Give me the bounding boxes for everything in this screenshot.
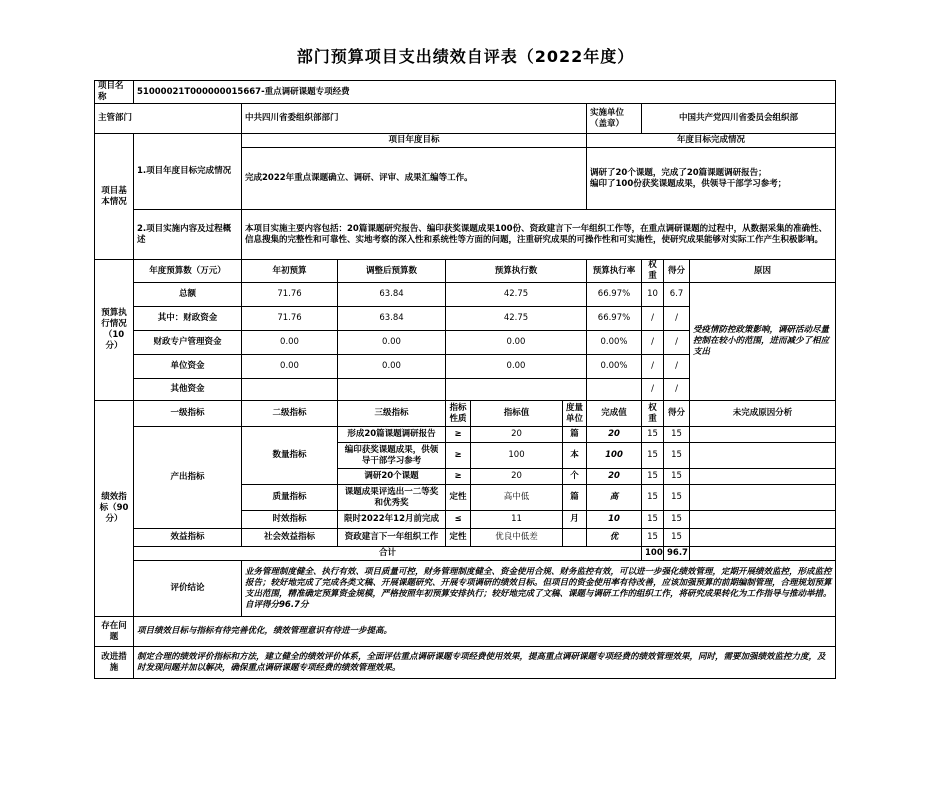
perf-header-0: 一级指标	[134, 401, 242, 427]
budget-row-executed: 42.75	[446, 307, 587, 331]
budget-header-5: 权重	[642, 260, 664, 283]
perf-row-done: 高	[587, 485, 642, 511]
perf-row-weight: 15	[642, 427, 664, 443]
budget-row-initial: 0.00	[242, 331, 338, 355]
budget-row-initial	[242, 379, 338, 401]
perf-row-score: 15	[664, 427, 690, 443]
budget-row-rate: 66.97%	[587, 283, 642, 307]
perf-level2-qty: 数量指标	[242, 427, 338, 485]
perf-row-score: 15	[664, 469, 690, 485]
measures-text: 制定合理的绩效评价指标和方法，建立健全的绩效评价体系，全面评估重点调研课题专项经费使用效果，提高重点调研课题专项经费的绩效管理效果，同时，需要加强绩效监控力度，及时发现问题并加以解决，确保重点调研课题专项经费的绩效管理效果。	[134, 647, 836, 679]
basic-done-line-1: 调研了20个课题，完成了20篇课题调研报告；	[590, 167, 767, 178]
perf-row-nature: ≥	[446, 443, 471, 469]
perf-row-done: 优	[587, 529, 642, 547]
perf-header-6: 完成值	[587, 401, 642, 427]
budget-row-weight: 10	[642, 283, 664, 307]
issues-label: 存在问题	[95, 617, 134, 647]
budget-header-0: 年度预算数（万元）	[134, 260, 242, 283]
budget-row-weight: /	[642, 331, 664, 355]
dept-label: 主管部门	[95, 104, 242, 134]
basic-row2-text: 本项目实施主要内容包括：20篇课题研究报告、编印获奖课题成果100份、资政建言下一年组织工作等，在重点调研课题的过程中，从数据采集的准确性、信息搜集的完整性和可靠性、实地考察的深入性和系统性等方面的问题，注重研究成果的可操作性和可实施性，使研究成果能够对实际工作产生积极影响。	[242, 210, 836, 260]
budget-row-executed	[446, 379, 587, 401]
basic-done-line-2: 编印了100份获奖课题成果，供领导干部学习参考；	[590, 178, 787, 189]
budget-row-adjusted: 0.00	[338, 331, 446, 355]
budget-row-weight: /	[642, 355, 664, 379]
conclusion-text: 业务管理制度健全、执行有效、项目质量可控，财务管理制度健全、资金使用合规、财务监控有效，可以进一步强化绩效管理，定期开展绩效监控，形成监控报告；较好地完成了完成各类文稿、开展课题研究、开展专项调研的绩效目标。但项目的资金使用率有待改善，应该加强预算的前期编制管理，合理规划预算支出范围，精准确定预算资金规模，严格按照年初预算安排执行；较好地完成了文稿、课题与调研工作的组织工作，将研究成果转化为工作指导与推动举措。自评得分96.7分	[242, 561, 836, 617]
budget-row-score: 6.7	[664, 283, 690, 307]
budget-header-3: 预算执行数	[446, 260, 587, 283]
budget-header-7: 原因	[690, 260, 836, 283]
perf-row-score: 15	[664, 529, 690, 547]
budget-row-rate	[587, 379, 642, 401]
budget-header-6: 得分	[664, 260, 690, 283]
perf-row-unit	[563, 529, 587, 547]
perf-row-done: 100	[587, 443, 642, 469]
basic-target-text: 完成2022年重点课题确立、调研、评审、成果汇编等工作。	[242, 148, 587, 210]
budget-row-initial: 71.76	[242, 307, 338, 331]
budget-header-2: 调整后预算数	[338, 260, 446, 283]
perf-row-value: 20	[471, 469, 563, 485]
perf-row-value: 优良中低差	[471, 529, 563, 547]
evaluation-table	[94, 80, 836, 679]
budget-section-label: 预算执行情况（10分）	[95, 260, 134, 401]
budget-row-name: 单位资金	[134, 355, 242, 379]
budget-row-executed: 0.00	[446, 331, 587, 355]
basic-row1-label: 1.项目年度目标完成情况	[134, 134, 242, 210]
perf-row-l3: 形成20篇课题调研报告	[338, 427, 446, 443]
budget-row-initial: 71.76	[242, 283, 338, 307]
budget-row-adjusted: 63.84	[338, 283, 446, 307]
budget-header-4: 预算执行率	[587, 260, 642, 283]
perf-header-9: 未完成原因分析	[690, 401, 836, 427]
basic-row2-label: 2.项目实施内容及过程概述	[134, 210, 242, 260]
budget-row-name: 财政专户管理资金	[134, 331, 242, 355]
budget-row-executed: 0.00	[446, 355, 587, 379]
budget-row-score: /	[664, 307, 690, 331]
perf-row-value: 11	[471, 511, 563, 529]
perf-row-score: 15	[664, 511, 690, 529]
perf-row-unit: 篇	[563, 485, 587, 511]
perf-row-unit: 月	[563, 511, 587, 529]
budget-row-name: 其他资金	[134, 379, 242, 401]
perf-row-unit: 篇	[563, 427, 587, 443]
budget-row-weight: /	[642, 307, 664, 331]
perf-row-nature: 定性	[446, 485, 471, 511]
perf-row-weight: 15	[642, 443, 664, 469]
perf-row-l3: 限时2022年12月前完成	[338, 511, 446, 529]
perf-level2-quality: 质量指标	[242, 485, 338, 511]
budget-row-adjusted	[338, 379, 446, 401]
perf-level1-output: 产出指标	[134, 427, 242, 529]
perf-row-score: 15	[664, 443, 690, 469]
perf-row-value: 100	[471, 443, 563, 469]
perf-header-8: 得分	[664, 401, 690, 427]
perf-row-unit: 个	[563, 469, 587, 485]
perf-row-score: 15	[664, 485, 690, 511]
budget-row-initial: 0.00	[242, 355, 338, 379]
budget-reason: 受疫情防控政策影响，调研活动尽量控制在较小的范围，进而减少了相应支出	[690, 283, 836, 401]
perf-level1-benefit: 效益指标	[134, 529, 242, 547]
perf-row-l3: 编印获奖课题成果，供领导干部学习参考	[338, 443, 446, 469]
perf-row-l3: 资政建言下一年组织工作	[338, 529, 446, 547]
perf-row-value: 20	[471, 427, 563, 443]
budget-row-score: /	[664, 331, 690, 355]
perf-row-unit: 本	[563, 443, 587, 469]
budget-row-adjusted: 63.84	[338, 307, 446, 331]
perf-row-done: 20	[587, 427, 642, 443]
perf-level2-time: 时效指标	[242, 511, 338, 529]
budget-row-adjusted: 0.00	[338, 355, 446, 379]
perf-row-l3: 调研20个课题	[338, 469, 446, 485]
perf-row-done: 20	[587, 469, 642, 485]
perf-header-3: 指标性质	[446, 401, 471, 427]
perf-level2-social: 社会效益指标	[242, 529, 338, 547]
perf-total-score: 96.7	[664, 547, 690, 561]
budget-row-weight: /	[642, 379, 664, 401]
dept-value: 中共四川省委组织部部门	[242, 104, 587, 134]
perf-row-weight: 15	[642, 529, 664, 547]
perf-row-nature: ≥	[446, 469, 471, 485]
basic-col-done: 年度目标完成情况	[587, 134, 836, 148]
budget-row-name: 总额	[134, 283, 242, 307]
perf-total-label: 合计	[134, 547, 642, 561]
perf-header-5: 度量单位	[563, 401, 587, 427]
perf-header-2: 三级指标	[338, 401, 446, 427]
budget-row-rate: 0.00%	[587, 331, 642, 355]
perf-row-weight: 15	[642, 469, 664, 485]
perf-row-nature: ≥	[446, 427, 471, 443]
perf-header-7: 权重	[642, 401, 664, 427]
issues-text: 项目绩效目标与指标有待完善优化，绩效管理意识有待进一步提高。	[134, 617, 836, 647]
budget-header-1: 年初预算	[242, 260, 338, 283]
budget-row-rate: 0.00%	[587, 355, 642, 379]
perf-header-4: 指标值	[471, 401, 563, 427]
budget-row-score: /	[664, 355, 690, 379]
impl-label: 实施单位（盖章）	[587, 104, 642, 134]
budget-row-score: /	[664, 379, 690, 401]
budget-row-executed: 42.75	[446, 283, 587, 307]
budget-row-name: 其中：财政资金	[134, 307, 242, 331]
perf-row-value: 高中低	[471, 485, 563, 511]
perf-total-weight: 100	[642, 547, 664, 561]
project-name-label: 项目名称	[95, 81, 134, 104]
basic-col-target: 项目年度目标	[242, 134, 587, 148]
perf-row-done: 10	[587, 511, 642, 529]
measures-label: 改进措施	[95, 647, 134, 679]
perf-row-weight: 15	[642, 511, 664, 529]
perf-section-label: 绩效指标（90分）	[95, 401, 134, 617]
impl-value: 中国共产党四川省委员会组织部	[642, 104, 836, 134]
perf-row-l3: 课题成果评选出一二等奖和优秀奖	[338, 485, 446, 511]
basic-section-label: 项目基本情况	[95, 134, 134, 260]
perf-row-nature: ≤	[446, 511, 471, 529]
perf-header-1: 二级指标	[242, 401, 338, 427]
budget-row-rate: 66.97%	[587, 307, 642, 331]
page-title: 部门预算项目支出绩效自评表（2022年度）	[296, 47, 635, 66]
project-name-value: 51000021T000000015667-重点调研课题专项经费	[134, 81, 836, 104]
conclusion-label: 评价结论	[134, 561, 242, 617]
perf-row-weight: 15	[642, 485, 664, 511]
perf-row-nature: 定性	[446, 529, 471, 547]
